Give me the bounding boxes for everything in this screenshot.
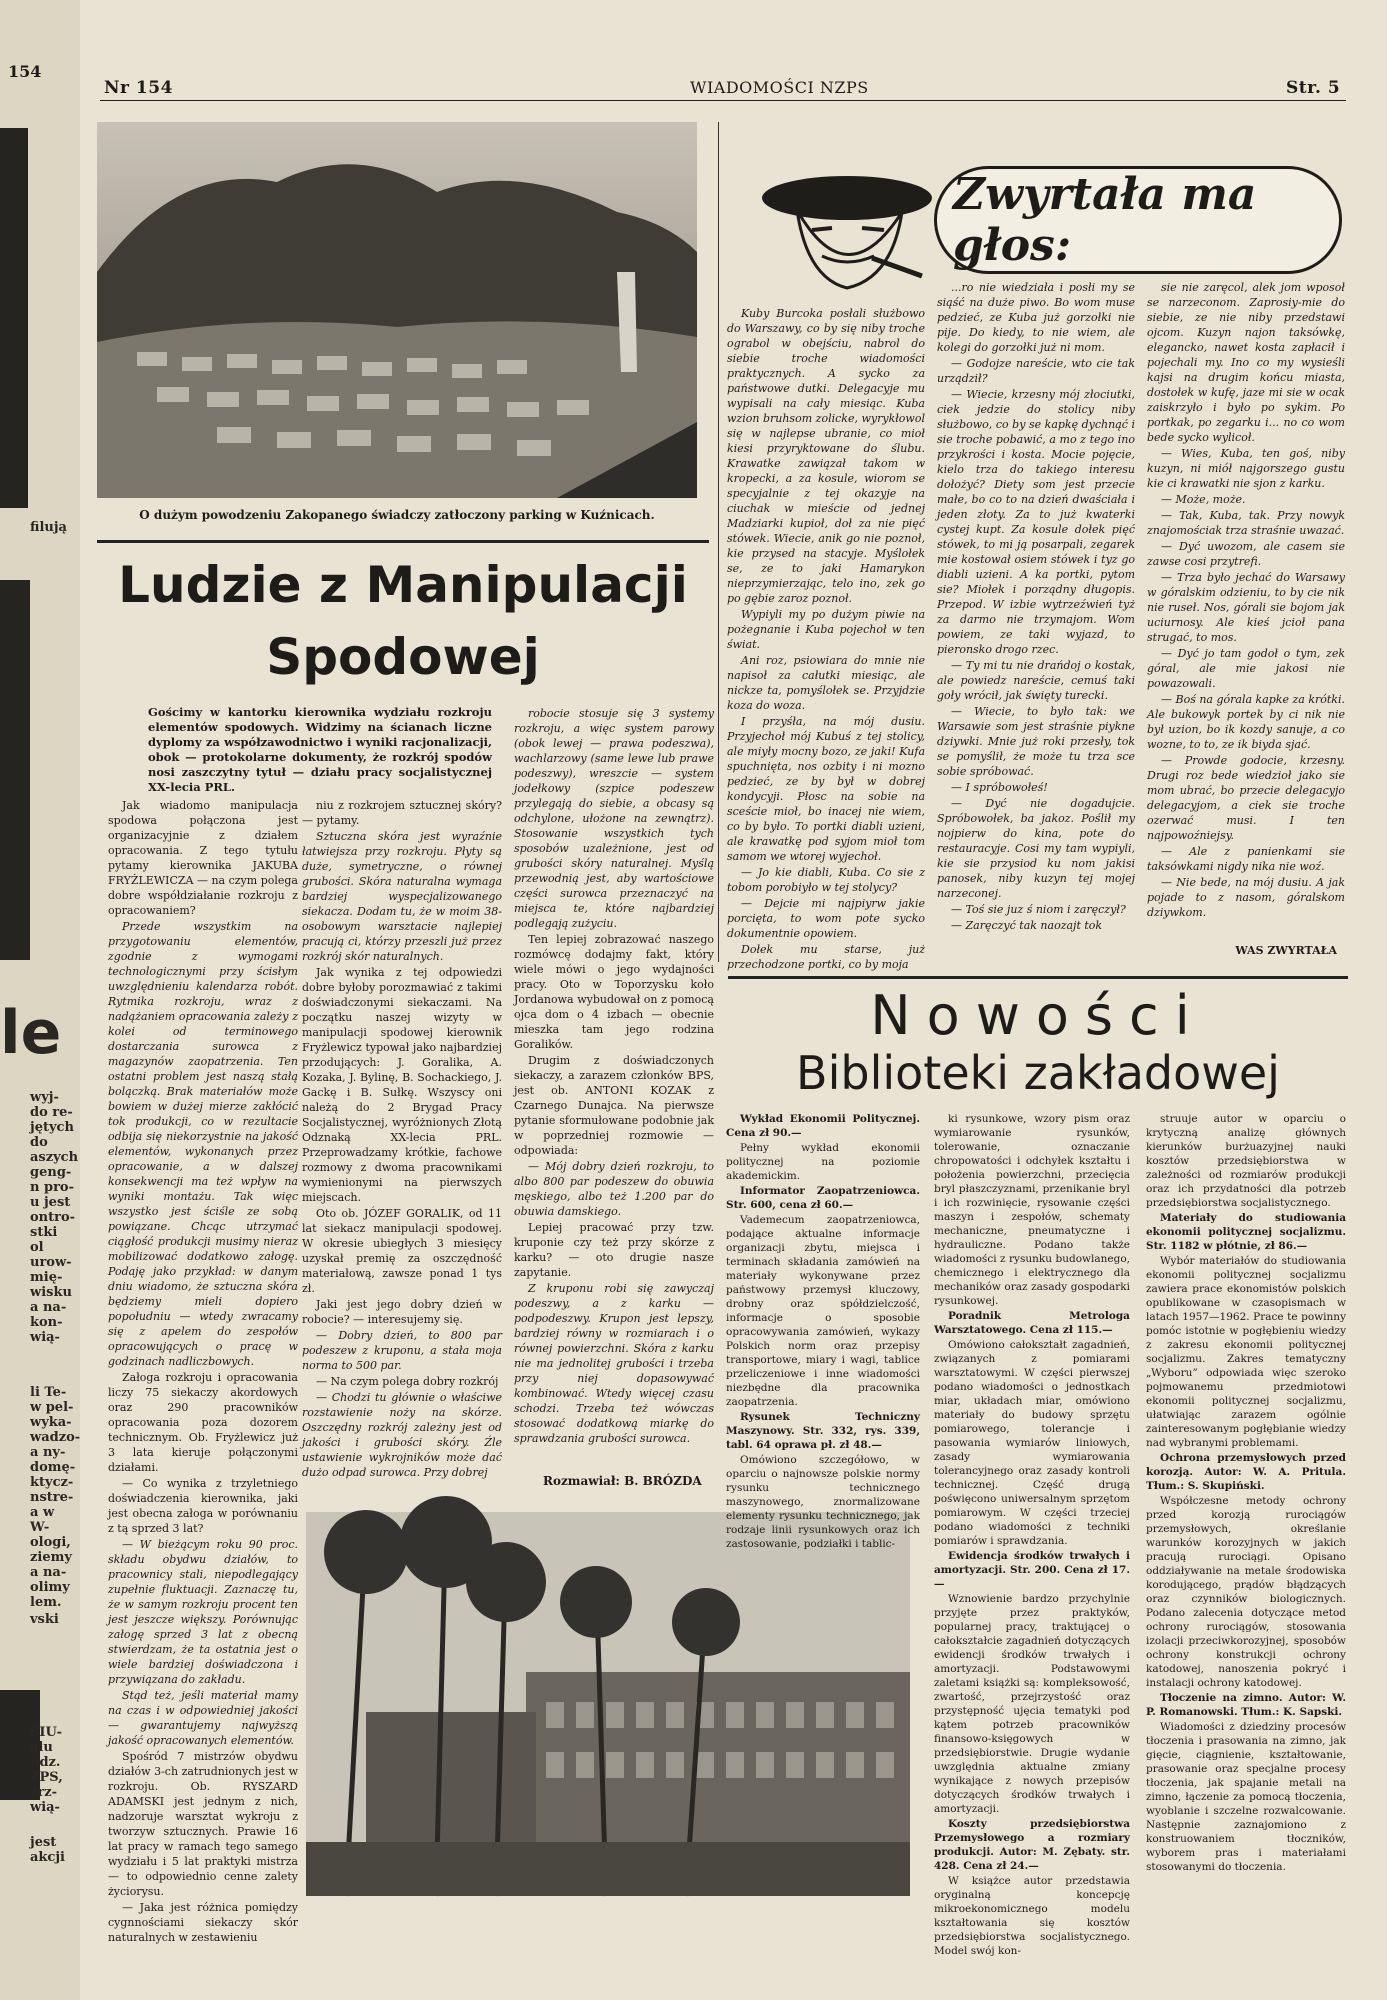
nowosci-title-line2: Biblioteki zakładowej [796, 1046, 1280, 1100]
paragraph: — Boś na górala kapke za krótki. Ale bukowyk portek by ci nik nie był uzion, bo ik kozdy sanuje, a co wozne, to to, ze ik biyda sjać. [1147, 693, 1345, 751]
zwyrtala-banner [752, 148, 1342, 296]
paragraph: — Dejcie mi najpiyrw jakie porcięta, to wom pote sycko dokumentnie opowiem. [727, 897, 925, 940]
gutter-fragment: do re- [30, 1105, 73, 1120]
gutter-fragment: ZPS, [30, 1770, 63, 1785]
paragraph: Ten lepiej zobrazować naszego rozmówcę dodajmy fakt, który wiele mówi o jego wydajności pracy. Oto w Toporzysku koło Jordanowa wybudował on z pomocą ojca dom o 4 izbach — obecnie mieszka tam jego rodzina Goralików. [514, 933, 714, 1051]
black-block [0, 128, 28, 508]
gutter-fragment: a w [30, 1505, 55, 1520]
gutter-fragment: urow- [30, 1255, 72, 1270]
paragraph: ...ro nie wiedziała i posłi my se siąść na duże piwo. Bo wom muse pedzieć, ze Kuba już gorzołki nie pije. Do kiedy, to nie wiem, ale kolegi do gorzołki już ni mom. [937, 281, 1135, 354]
gutter-fragment: geng- [30, 1165, 72, 1180]
paragraph: Z kruponu robi się zawyczaj podeszwy, a z karku — podpodeszwy. Krupon jest lepszy, bardziej równy w rozmiarach i o równej powierzchni. Skóra z karku nie ma jednolitej grubości i trzeba przy niej dopasowywać kombinować. Wtedy więcej czasu schodzi. Trzeba też wówczas stosować dodatkową miarkę do sprawdzania grubości surowca. [514, 1282, 714, 1445]
gutter-fragment: u jest [30, 1195, 71, 1210]
gutter-fragment: n pro- [30, 1180, 74, 1195]
gutter-fragment: udz. [30, 1755, 61, 1770]
paragraph: — Dobry dzień, to 800 par podeszew z kruponu, a stała moja norma to 500 par. [302, 1329, 502, 1372]
gutter-fragment: do [30, 1135, 48, 1150]
paragraph: — I spróbowołeś! [951, 781, 1048, 794]
gutter-fragment: ktycz- [30, 1475, 74, 1490]
gutter-fragment: li Te- [30, 1385, 67, 1400]
column-separator [718, 122, 719, 962]
paragraph: Tłoczenie na zimno. Autor: W. P. Romanowski. Tłum.: K. Sapski. [1146, 1692, 1346, 1718]
gutter-fragment: wisku [30, 1285, 72, 1300]
gutter-fragment: nstre- [30, 1490, 74, 1505]
paragraph: — Godojze nareście, wto cie tak urządził? [937, 357, 1135, 385]
gutter-fragment: aszych [30, 1150, 79, 1165]
paragraph: Rysunek Techniczny Maszynowy. Str. 332, rys. 339, tabl. 64 oprawa pł. zł 48.— [726, 1411, 920, 1451]
paragraph: — Dyć nie dogadujcie. Spróbowołek, ba jakoz. Poślił my nojpierw do kina, pote do restauracyje. Cosi my tam wypiyli, kie sie przysiod ku nom jakisi panosek, niby kuzyn tej mojej narzeconej. [937, 797, 1135, 900]
gutter-fragment: a na- [30, 1300, 67, 1315]
issue-number: Nr 154 [104, 78, 173, 98]
gutter-fragment: SIU- [30, 1725, 62, 1740]
paragraph: — Ty mi tu nie drańdoj o kostak, ale powiedz nareście, cemuś taki goły wrócił, jak święty turecki. [937, 659, 1135, 702]
paragraph: — Dyć jo tam godoł o tym, zek góral, ale mie jakosi nie powazowali. [1147, 647, 1345, 690]
paragraph: Wznowienie bardzo przychylnie przyjęte przez praktyków, popularnej pracy, traktującej o całokształcie zagadnień dotyczących ewidencji środków trwałych i amortyzacji. Podstawowymi zaletami książki są: kompleksowość, zwartość, przejrzystość oraz przystępność ujęcia tematyki pod kątem potrzeb pracowników finansowo-księgowych w przedsiębiorstwie. Drugie wydanie uwzględnia aktualne zmiany wynikające z nowych przepisów dotyczących środków trwałych i amortyzacji. [934, 1593, 1130, 1815]
paragraph: — Mój dobry dzień rozkroju, to albo 800 par podeszew do obuwia męskiego, albo też 1.200 par do obuwia damskiego. [514, 1160, 714, 1218]
paragraph: — W bieżącym roku 90 proc. składu obydwu działów, to pracownicy stali, niepodlegający zupełnie fluktuacji. Zaznaczę tu, że w samym rozkroju procent ten jest jeszcze większy. Porównując załogę sprzed 3 lat z obecną stwierdzam, że ta ostatnia jest o wiele bardziej doświadczona i przywiązana do zakładu. [108, 1538, 298, 1686]
adjacent-page-strip [0, 0, 80, 2000]
paragraph: Vademecum zaopatrzeniowca, podające aktualne informacje organizacji zbytu, miejsca i terminach składania zamówień na materiały wykonywane przez państwowy przemysł kluczowy, drobny oraz spółdzielczość, informacje o sposobie opracowywania zamówień, wykazy Polskich norm oraz przepisy transportowe, miary i wagi, tablice przeliczeniowe i inne wiadomości niezbędne dla pracownika zaopatrzenia. [726, 1214, 920, 1408]
paragraph: Załoga rozkroju i opracowania liczy 75 siekaczy akordowych oraz 290 pracowników opracowania poza dozorem technicznym. Ob. Fryżlewicz już 3 lata kieruje połączonymi działami. [108, 1371, 298, 1474]
paragraph: — Nie bede, na mój dusiu. A jak pojade to z nasom, góralskom dziywkom. [1147, 876, 1345, 919]
paragraph: Informator Zaopatrzeniowca. Str. 600, cena zł 60.— [726, 1185, 920, 1211]
paragraph: — Dyć uwozom, ale casem sie zawse cosi przytrefi. [1147, 540, 1345, 568]
article-lead: Gościmy w kantorku kierownika wydziału rozkroju elementów spodowych. Widzimy na ścianach liczne dyplomy za współzawodnictwo i wyniki racjonalizacji, obok — protokolarne dokumenty, że rozkrój spodów nosi zaszczytny tytuł — działu pracy socjalistycznej XX-lecia PRL. [148, 705, 492, 794]
gutter-fragment: olimy [30, 1580, 70, 1595]
nowosci-column-2 [934, 1112, 1130, 1992]
paragraph: Ewidencja środków trwałych i amortyzacji. Str. 200. Cena zł 17.— [934, 1550, 1130, 1590]
parking-photo [97, 122, 697, 498]
nowosci-title-line1: Nowości [870, 984, 1206, 1047]
nowosci-column-1 [726, 1112, 920, 1550]
paragraph: Wykład Ekonomii Politycznej. Cena zł 90.— [726, 1113, 920, 1139]
gutter-fragment: ziemy [30, 1550, 72, 1565]
paragraph: Jaki jest jego dobry dzień w robocie? — interesujemy się. [302, 1298, 502, 1326]
paragraph: Spośród 7 mistrzów obydwu działów 3-ch zatrudnionych jest w rozkroju. Ob. RYSZARD ADAMSKI jest jednym z nich, nadzoruje warsztat wykroju z tworzyw sztucznych. Prawie 16 lat pracy w ramach tego samego wydziału i 5 lat praktyki mistrza — to odpowiednio cenne zalety życiorysu. [108, 1750, 298, 1898]
gutter-fragment: zrz- [30, 1785, 58, 1800]
paragraph: Oto ob. JÓZEF GORALIK, od 11 lat siekacz manipulacji spodowej. W okresie ubiegłych 3 miesięcy uzyskał premię za oszczędność materiałową, zawsze ponad 1 tys zł. [302, 1207, 502, 1295]
newspaper-title: WIADOMOŚCI NZPS [690, 78, 869, 97]
paragraph: — Wiecie, to było tak: we Warsawie som jest straśnie piykne dziywki. Mnie już roki przesły, tok se pomyślił, że może tu trza sce sobie spróbować. [937, 705, 1135, 778]
paragraph: Wiadomości z dziedziny procesów tłoczenia i prasowania na zimno, jak gięcie, ciągnienie, kształtowanie, prasowanie oraz specjalne procesy tłoczenia, jak spajanie metali na zimno, łączenie za pomocą tłoczenia, wyoblanie i szczelne rozwalcowanie. Następnie zaznajomiono z konstruowaniem tłoczników, wyborem pras i materiałami stosowanymi do tłoczenia. [1146, 1721, 1346, 1873]
gutter-fragment: a ny- [30, 1445, 66, 1460]
gutter-fragment: a na- [30, 1565, 67, 1580]
article-column-3 [514, 706, 714, 1458]
gutter-fragment: jętych [30, 1120, 74, 1135]
paragraph: Jak wiadomo manipulacja spodowa połączona jest organizacyjnie z działem opracowania. Z tego tytułu pytamy kierownika JAKUBA FRYŻLEWICZA — na czym polega dobre współdziałanie rozkroju z opracowaniem? [108, 799, 298, 917]
paragraph: — Wies, Kuba, ten goś, niby kuzyn, ni miół najgorszego gustu kie ci krawatki nie sjon z karku. [1147, 447, 1345, 490]
paragraph: — Chodzi tu głównie o właściwe rozstawienie noży na skórze. Oszczędny rozkrój zależny jest od jakości i grubości skóry. Źle ustawienie wykrojników może dać dużo odpad surowca. Przy dobrej [302, 1391, 502, 1479]
paragraph: Poradnik Metrologa Warsztatowego. Cena zł 115.— [934, 1310, 1130, 1336]
gutter-fragment: kon- [30, 1315, 63, 1330]
paragraph: — Może, może. [1161, 493, 1246, 506]
paragraph: — Trza było jechać do Warsawy w góralskim odzieniu, to by cie nik nie ruseł. Nos, górali sie bojom jak uciurnosy. Ale kieś jcioł pana strugać, to mos. [1147, 571, 1345, 644]
zwyrtala-column-3 [1147, 280, 1345, 940]
gutter-fragment: filują [30, 520, 67, 535]
paragraph: sie nie zaręcol, alek jom wposoł se narzeconom. Zaprosiy-mie do siebie, ze nie niby przedstawi ojcom. Kuzyn najon taksówkę, elegancko, nawet kosta zapłacił i pojechali my. Ino co my wysieśli kajsi na drugim końcu miasta, dostołek w kufę, jaze mi sie w ocak zaiskrzyło i było po sykim. Po portkak, po zegarku i... no co wom bede sycko wylicoł. [1147, 281, 1345, 444]
paragraph: W książce autor przedstawia oryginalną koncepcję mikroekonomicznego modelu kształtowania się kosztów przedsiębiorstwa socjalistycznego. Model swój kon- [934, 1875, 1130, 1957]
gutter-fragment: le [0, 998, 62, 1068]
gutter-fragment: stki [30, 1225, 58, 1240]
article-headline-line1: Ludzie z Manipulacji [118, 556, 688, 614]
paragraph: — Jaka jest różnica pomiędzy cygnnościami siekaczy skór naturalnych w zestawieniu [108, 1901, 298, 1944]
paragraph: — Na czym polega dobry rozkrój [316, 1375, 499, 1388]
nowosci-column-3 [1146, 1112, 1346, 1992]
gutter-fragment: vski [30, 1612, 59, 1627]
paragraph: Omówiono szczegółowo, w oparciu o najnowsze polskie normy rysunku technicznego maszynowego, znormalizowane elementy rysunku technicznego, jak rodzaje linii rysunkowych oraz ich zastosowanie, podziałki i tablic- [726, 1454, 920, 1550]
paragraph: Materiały do studiowania ekonomii politycznej socjalizmu. Str. 1182 w płótnie, zł 86.— [1146, 1212, 1346, 1252]
paragraph: robocie stosuje się 3 systemy rozkroju, a więc system parowy (obok lewej — prawa podeszwa), wachlarzowy (same lewe lub prawe podeszwy), wreszcie — system jodełkowy (szpice podeszew przylegają do siebie, a obcasy są odchylone, ułożone na zewnątrz). Stosowanie wszystkich tych sposobów uzależnione, jest od grubości skóry naturalnej. Myślą przewodnią jest, aby wartościowe części surowca przeznaczyć na miejsca te, które najbardziej podlegają zużyciu. [514, 707, 714, 930]
photo-illustration [97, 122, 697, 498]
paragraph: Sztuczna skóra jest wyraźnie łatwiejsza przy rozkroju. Płyty są duże, symetryczne, o równej grubości. Skóra naturalna wymaga bardziej wyspecjalizowanego siekacza. Dodam tu, że w moim 38-osobowym warsztacie najlepiej pracują ci, którzy przeszli już przez rozkrój skór naturalnych. [302, 830, 502, 963]
paragraph: — Co wynika z trzyletniego doświadczenia kierownika, jaki jest obecna załoga w porównaniu z tą sprzed 3 lat? [108, 1477, 298, 1535]
paragraph: Współczesne metody ochrony przed korozją rurociągów przemysłowych, określanie warunków korozyjnych w jakich pracują rurociągi. Opisano oddziaływanie na metale środowiska korodującego, prądów błądzących oraz czynników biologicznych. Podano zalecenia dotyczące metod ochrony rurociągów, stosowania izolacji przeciwkorozyjnej, sposobów ochrony konstrukcji ochrony katodowej, nanoszenia pokryć i instalacji ochrony katodowej. [1146, 1495, 1346, 1689]
paragraph: Koszty przedsiębiorstwa Przemysłowego a rozmiary produkcji. Autor: M. Zębaty. str. 428. Cena zł 24.— [934, 1818, 1130, 1872]
paragraph: niu z rozkrojem sztucznej skóry? — pytamy. [302, 799, 502, 827]
gutter-fragment: wią- [30, 1330, 60, 1345]
paragraph: Kuby Burcoka posłali służbowo do Warszawy, co by się niby troche ograbol w obejściu, nabrol do siebie troche wiadomości praktycznych. A sycko za państwowe dutki. Delegacyje mu wypisali na cały miesiąc. Kuba wzion bruhsom zolicke, wyrykłowol się w najlepse ubranie, co mioł kiesi przyryktowane do ślubu. Krawatke zawiązał takom w kropecki, a za kosule, wiorom se specyjalnie z tej okazyje na ciuchak w mieście od jednej Madziarki kupioł, doł za nie pięć stówek. Wiecie, anik go nie poznoł, kie przysed na stacyje. Myślołek se, ze to jaki Hamarykon nieprzymierzając, telo ino, zek go po gębie zaroz poznoł. [727, 307, 925, 605]
paragraph: struuje autor w oparciu o krytyczną analizę głównych kierunków burżuazyjnej nauki kosztów przedsiębiorstwa w zależności od rozmiarów produkcji oraz ich przydatności dla potrzeb przedsiębiorstwa socjalistycznego. [1146, 1113, 1346, 1209]
zwyrtala-signature: WAS ZWYRTAŁA [1235, 944, 1337, 957]
paragraph: ki rysunkowe, wzory pism oraz wymiarowanie rysunków, tolerowanie, oznaczanie chropowatości i odchyłek kształtu i położenia powierzchni, przecięcia bryl płaszczyznami, przenikanie bryl i ich rozwinięcie, rysowanie części maszyn i zespołów, schematy mechaniczne, pneumatyczne i hydrauliczne. Podano także wiadomości z rysunku budowlanego, chemicznego i elektrycznego dla mechaników oraz zasady gospodarki rysunkowej. [934, 1113, 1130, 1307]
paragraph: Drugim z doświadczonych siekaczy, a zarazem członków BPS, jest ob. ANTONI KOZAK z Czarnego Dunajca. Na pierwsze pytanie sformułowane podobnie jak w poprzedniej rozmowie — odpowiada: [514, 1054, 714, 1157]
section-rule [97, 540, 709, 543]
gutter-fragment: alu [30, 1740, 53, 1755]
article-column-1 [108, 798, 298, 1944]
article-headline-line2: Spodowej [266, 628, 540, 686]
paragraph: Wybór materiałów do studiowania ekonomii politycznej socjalizmu zawiera prace ekonomistów polskich opublikowane w czasopismach w latach 1957—1962. Prace te powinny pomóc istotnie w pogłębieniu wiedzy z zakresu ekonomii politycznej socjalizmu. Zakres tematyczny „Wyboru” odpowiada więc szeroko pojmowanemu przedmiotowi ekonomii politycznej socjalizmu, ułatwiając zarazem ogólnie zainteresowanym pogłębianie wiedzy nad wybranymi problemami. [1146, 1255, 1346, 1449]
paragraph: — Prowde godocie, krzesny. Drugi roz bede wiedzioł jako sie mom ubrać, bo przecie delegacyjo delegacyjom, a ciek sie troche ozerwać musi. I ten najpowoźniejsy. [1147, 754, 1345, 842]
paragraph: — Zaręczyć tak naozajt tok [951, 919, 1103, 932]
article-column-2 [302, 798, 502, 1479]
paragraph: Lepiej pracować przy tzw. kruponie czy też przy skórze z karku? — oto drugie nasze zapytanie. [514, 1221, 714, 1279]
black-block [0, 580, 30, 960]
zwyrtala-column-1 [727, 306, 925, 971]
gutter-fragment: wadzo- [30, 1430, 81, 1445]
paragraph: — Toś sie juz ś niom i zaręczył? [951, 903, 1126, 916]
gutter-fragment: wyka- [30, 1415, 72, 1430]
paragraph: Omówiono całokształt zagadnień, związanych z pomiarami warsztatowymi. W części pierwszej podano wiadomości o jednostkach miar, układach miar, omówiono materiały do budowy sprzętu pomiarowego, tolerancje i pasowania wymiarów liniowych, zasady wymiarowania tolerancyjnego oraz zasady kontroli technicznej. Część drugą poświęcono uniwersalnym sprzętom pomiarowym. W części trzeciej podano wiadomości z techniki pomiarów i sprawdzania. [934, 1339, 1130, 1547]
gutter-fragment: W- [30, 1520, 50, 1535]
page-number: Str. 5 [1286, 78, 1341, 98]
gutter-fragment: domę- [30, 1460, 76, 1475]
paragraph: Dołek mu starse, już przechodzone portki, co by moja [727, 943, 925, 971]
paragraph: — Tak, Kuba, tak. Przy nowyk znajomościak trza straśnie uwazać. [1147, 509, 1345, 537]
paragraph: — Wiecie, krzesny mój złociutki, ciek jedzie do stolicy niby służbowo, co by se kapkę dychnąć i sie troche pobawić, a mo z tego ino przykrości i kosta. Mocie pojęcie, kielo trza do takiego interesu dołożyć? Diety som jest przecie małe, bo co to na dzień dwaściała i jeden złoty. Za to już kwaterki cystej kupt. Za kosule dołek pięć stówek, to mi ją posarpali, zegarek mie kostował osiem stówek i tyz go diabli uzieni. A ka portki, pytom sie? Miołek i porządny długopis. Przepod. W izbie wytrzeźwień tyż za darmo nie trzymajom. Wom powiem, ze taki wyjazd, to pieronsko drogo rzec. [937, 388, 1135, 656]
gutter-fragment: lem. [30, 1595, 62, 1610]
gutter-fragment: ol [30, 1240, 44, 1255]
gutter-fragment: akcji [30, 1850, 65, 1865]
paragraph: Przede wszystkim na przygotowaniu elementów, zgodnie z wymogami technologicznymi przy ścisłym uwzględnieniu kalendarza robót. Rytmika rozkroju, wraz z nadążaniem opracowania zależy z kolei od terminowego dostarczania surowca z magazynów zaopatrzenia. Ten ostatni problem jest naszą stałą bolączką. Brak materiałów może bowiem w dużej mierze zakłócić tok produkcji, co w rezultacie odbija się niekorzystnie na jakość elementów, wykonanych przez opracowanie, a w dalszej konsekwencji ma też wpływ na wyniki montażu. Tak więc wszystko jest ściśle ze sobą powiązane. Chcąc utrzymać ciągłość produkcji musimy nieraz mobilizować dodatkowo załogę. Podaję jako przykład: w danym dniu wiadomo, że sztuczna skóra będziemy mieli dopiero popołudniu — wtedy zwracamy się z apelem do zespołów opracowujących o pracę w godzinach nadliczbowych. [108, 920, 298, 1368]
header-rule [100, 100, 1346, 101]
photo-illustration [306, 1512, 910, 1896]
paragraph: Ochrona przemysłowych przed korozją. Autor: W. A. Pritula. Tłum.: S. Skupiński. [1146, 1452, 1346, 1492]
gutter-fragment: wią- [30, 1800, 60, 1815]
paragraph: Wypiyli my po dużym piwie na pożegnanie i Kuba pojechoł w ten świat. [727, 608, 925, 651]
gutter-fragment: w pel- [30, 1400, 74, 1415]
prev-page-number: 154 [8, 62, 42, 81]
paragraph: — Ale z panienkami sie taksówkami nigdy nika nie woź. [1147, 845, 1345, 873]
photo-caption: O dużym powodzeniu Zakopanego świadczy zatłoczony parking w Kuźnicach. [139, 508, 655, 522]
paragraph: — Jo kie diabli, Kuba. Co sie z tobom porobiyło w tej stolycy? [727, 866, 925, 894]
gutter-fragment: wyj- [30, 1090, 59, 1105]
nowosci-top-rule [728, 976, 1348, 979]
factory-photo [306, 1512, 910, 1896]
paragraph: I przyśła, na mój dusiu. Przyjechoł mój Kubuś z tej stolicy, ale miyły mocny bozo, ze jaki! Kufa spuchnięta, nos ozbity i ni mozno pedzieć, ze by był w dobrej kondycyji. Płosc na sobie na sceście mioł, bo inacej nie wiem, co by było. To portki diabli uzieni, ale krawatkę pod syjom mioł tom samom we wtorej wyjechoł. [727, 715, 925, 863]
gutter-fragment: jest [30, 1835, 57, 1850]
paragraph: Stąd też, jeśli materiał mamy na czas i w odpowiedniej jakości — gwarantujemy najwyższą jakość opracowanych elementów. [108, 1689, 298, 1747]
gutter-fragment: mię- [30, 1270, 63, 1285]
zwyrtala-banner-text: Zwyrtała ma głos: [934, 166, 1342, 274]
paragraph: Ani roz, psiowiara do mnie nie napisoł za całutki miesiąc, ale nickze ta, pomyślołek se. Przyjdzie koza do woza. [727, 654, 925, 712]
paragraph: Pełny wykład ekonomii politycznej na poziomie akademickim. [726, 1142, 920, 1182]
gutter-fragment: ontro- [30, 1210, 76, 1225]
zwyrtala-column-2 [937, 280, 1135, 960]
article-author: Rozmawiał: B. BRÓZDA [543, 1474, 702, 1488]
gutter-fragment: ologi, [30, 1535, 71, 1550]
paragraph: Jak wynika z tej odpowiedzi dobre byłoby porozmawiać z takimi doświadczonymi siekaczami. Na początku naszej wizyty w manipulacji spodowej kierownik Fryżlewicz typował jako najbardziej przodujących: J. Goralika, A. Kozaka, J. Bylinę, B. Sochackiego, J. Gackę i B. Sułkę. Wszyscy oni należą do 2 Brygad Pracy Socjalistycznej, wyróżnionych Złotą Odznaką XX-lecia PRL. Przeprowadzamy krótkie, fachowe rozmowy z dwoma pracownikami wymienionymi na pierwszych miejscach. [302, 966, 502, 1204]
